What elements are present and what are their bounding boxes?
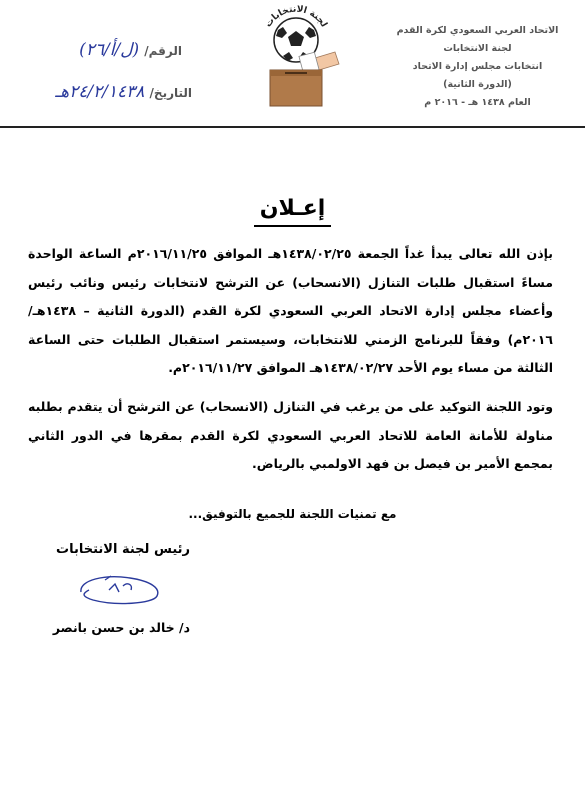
elections-committee-logo <box>245 0 345 108</box>
org-line-federation: الاتحاد العربي السعودي لكرة القدم <box>396 25 559 36</box>
org-line-committee: لجنة الانتخابات <box>443 43 512 54</box>
signatory-name: د/ خالد بن حسن بانصر <box>52 620 190 635</box>
organization-header <box>390 22 565 112</box>
letter-date <box>22 82 192 102</box>
date-label: التاريخ/ <box>149 86 192 100</box>
org-line-elections: انتخابات مجلس إدارة الاتحاد <box>412 61 543 72</box>
reference-number <box>22 40 182 60</box>
org-line-session: (الدورة الثانية) <box>443 79 512 90</box>
reference-value: (ل/أ/٢٦) <box>79 40 140 60</box>
paragraph-schedule: بإذن الله تعالى يبدأ غداً الجمعة ١٤٣٨/٠٢/٢٥هـ الموافق ٢٠١٦/١١/٢٥م الساعة الواحدة مساءً استقبال طلبات التنازل (الانسحاب) عن الترشح لانتخابات رئيس ونائب رئيس وأعضاء مجلس إدارة الاتحاد العربي السعودي لكرة القدم (الدورة الثانية – ١٤٣٨هـ/٢٠١٦م) وفقاً للبرنامج الزمني للانتخابات، وسيستمر استقبال الطلبات حتى الساعة الثالثة من مساء يوم الأحد ١٤٣٨/٠٢/٢٧هـ الموافق ٢٠١٦/١١/٢٧م. <box>28 246 553 376</box>
reference-label: الرقم/ <box>144 44 182 58</box>
announcement-body <box>28 240 553 479</box>
announcement-title-text: إعـلان <box>254 196 332 227</box>
closing-wishes: مع تمنيات اللجنة للجميع بالتوفيق... <box>188 507 397 521</box>
signatory-title: رئيس لجنة الانتخابات <box>56 542 190 557</box>
header-divider <box>0 126 585 128</box>
date-value: ٢٤/٢/١٤٣٨هـ <box>55 82 145 102</box>
announcement-title <box>0 196 585 221</box>
logo-arc-text: لجنة الانتخابات <box>263 4 329 30</box>
paragraph-submission: وتود اللجنة التوكيد على من يرغب في التنازل (الانسحاب) عن الترشح أن يتقدم بطلبه مناولة للأمانة العامة للاتحاد العربي السعودي لكرة القدم بمقرها في الدور الثاني بمجمع الأمير بن فيصل بن فهد الاولمبي بالرياض. <box>28 398 553 472</box>
handwritten-signature <box>75 568 165 608</box>
org-line-year: العام ١٤٣٨ هـ - ٢٠١٦ م <box>424 97 531 108</box>
